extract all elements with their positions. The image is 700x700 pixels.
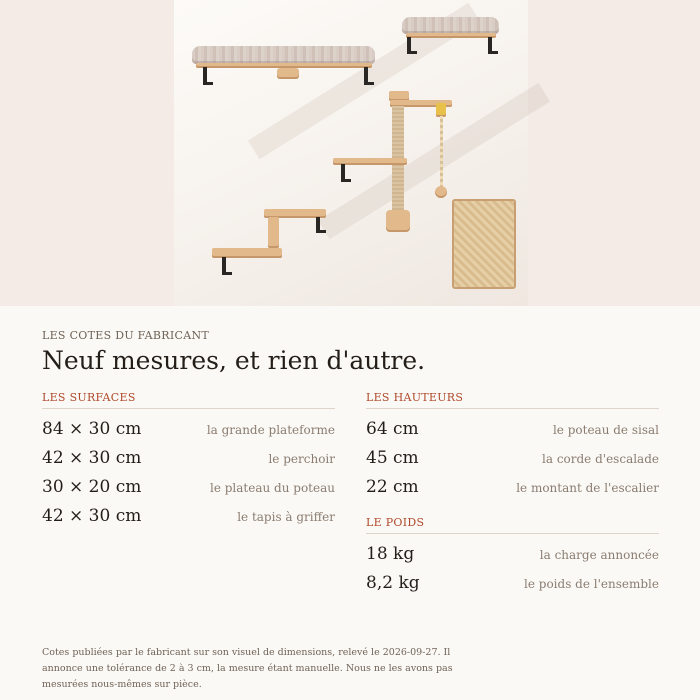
weight-heading: LE POIDS xyxy=(366,516,659,534)
measure-value: 45 cm xyxy=(366,448,419,468)
measure-label: le montant de l'escalier xyxy=(516,481,659,495)
rope-clamp xyxy=(436,103,446,117)
heights-heading: LES HAUTEURS xyxy=(366,391,659,409)
measure-row xyxy=(366,573,659,602)
wall-bracket xyxy=(316,217,320,231)
measure-label: la charge annoncée xyxy=(539,548,659,562)
platform-connector xyxy=(277,68,299,79)
measure-value: 30 × 20 cm xyxy=(42,477,142,497)
measure-label: la grande plateforme xyxy=(206,423,335,437)
measure-value: 18 kg xyxy=(366,544,415,564)
measure-label: la corde d'escalade xyxy=(542,452,659,466)
climbing-rope xyxy=(440,116,443,188)
rope-ball xyxy=(435,186,447,198)
measure-row xyxy=(366,419,659,448)
wall-bracket xyxy=(364,67,368,83)
measure-label: le plateau du poteau xyxy=(210,481,335,495)
measure-value: 22 cm xyxy=(366,477,419,497)
measure-label: le poteau de sisal xyxy=(552,423,659,437)
measure-value: 64 cm xyxy=(366,419,419,439)
measure-label: le poids de l'ensemble xyxy=(524,577,659,591)
wall-bracket xyxy=(222,257,226,273)
post-base-mount xyxy=(386,210,410,232)
heights-weight-column xyxy=(366,391,659,602)
section-eyebrow: LES COTES DU FABRICANT xyxy=(42,329,210,342)
measure-label: le perchoir xyxy=(268,452,335,466)
measure-value: 42 × 30 cm xyxy=(42,448,142,468)
measure-value: 8,2 kg xyxy=(366,573,420,593)
measure-row xyxy=(366,477,659,506)
product-photo xyxy=(0,0,700,306)
stair-riser xyxy=(268,217,279,248)
surfaces-column xyxy=(42,391,335,535)
wall-bracket xyxy=(488,37,492,52)
surfaces-heading: LES SURFACES xyxy=(42,391,335,409)
measure-value: 42 × 30 cm xyxy=(42,506,142,526)
measure-row xyxy=(42,448,335,477)
perch-cushion xyxy=(402,17,499,34)
scratching-mat xyxy=(452,199,516,289)
large-platform-cushion xyxy=(192,46,375,64)
measure-row xyxy=(366,448,659,477)
measure-value: 84 × 30 cm xyxy=(42,419,142,439)
wall-bracket xyxy=(203,67,207,83)
measure-row xyxy=(366,544,659,573)
source-footnote: Cotes publiées par le fabricant sur son visuel de dimensions, relevé le 2026-09-27. Il annonce une tolérance de 2 à 3 cm, la mesure étant manuelle. Nous ne les avons pas mesurées nous-mêmes sur pièce. xyxy=(42,647,453,690)
measure-label: le tapis à griffer xyxy=(237,510,335,524)
wall-bracket xyxy=(341,164,345,180)
perch-board xyxy=(406,33,496,38)
wall-bracket xyxy=(407,37,411,52)
measure-row xyxy=(42,506,335,535)
measure-row xyxy=(42,477,335,506)
page-title: Neuf mesures, et rien d'autre. xyxy=(42,346,426,375)
measure-row xyxy=(42,419,335,448)
